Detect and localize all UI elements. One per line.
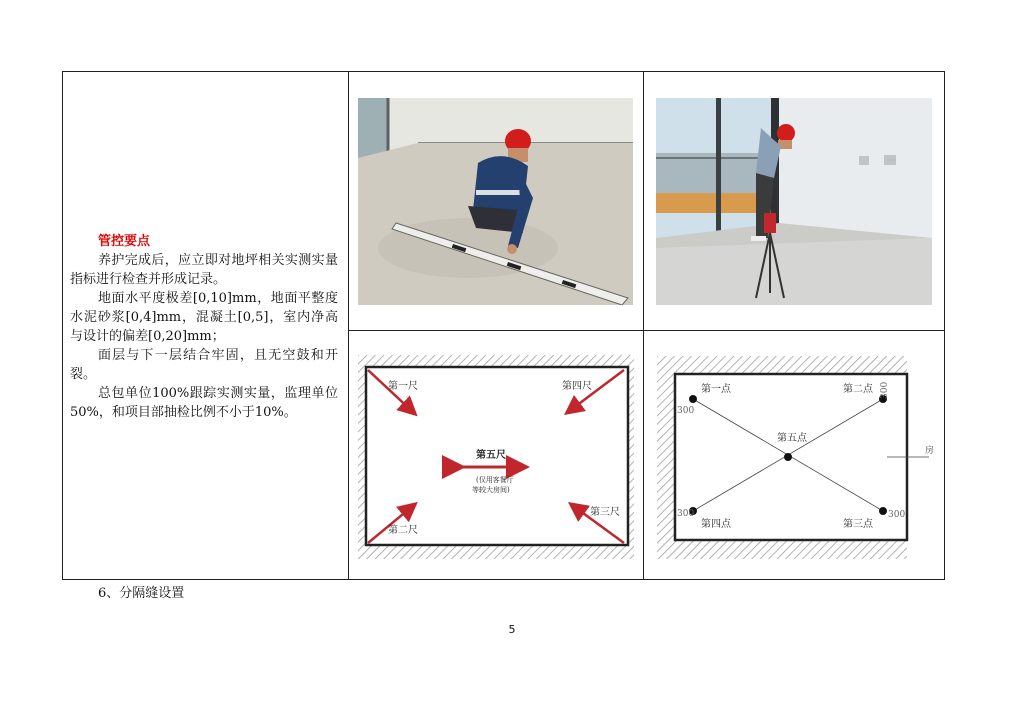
- point-label-4: 第四点: [701, 519, 731, 530]
- control-point-paragraph-4: 总包单位100%跟踪实测实量，监理单位50%，和项目部抽检比例不小于10%。: [70, 386, 338, 420]
- dimension-label-right-bottom: 300: [888, 510, 906, 520]
- measure-point-3: [879, 507, 887, 515]
- ruler-label-1: 第一尺: [388, 381, 418, 392]
- control-points-heading: 管控要点: [98, 234, 151, 249]
- point-label-3: 第三点: [843, 519, 873, 530]
- control-point-paragraph-1: 养护完成后，应立即对地坪相关实测实量指标进行检查并形成记录。: [70, 253, 338, 287]
- point-label-1: 第一点: [701, 384, 731, 395]
- table-divider-2: [643, 72, 644, 579]
- measure-point-1: [689, 395, 697, 403]
- ruler-note-line-2: 等较大房间): [472, 486, 510, 494]
- control-point-paragraph-3: 面层与下一层结合牢固，且无空鼓和开裂。: [70, 348, 338, 382]
- dimension-label-right-top: 300: [880, 381, 890, 399]
- room-side-label: 房: [925, 446, 935, 456]
- ruler-label-4: 第四尺: [562, 381, 592, 392]
- ruler-label-2: 第二尺: [388, 525, 418, 536]
- ruler-position-diagram: [358, 355, 634, 559]
- control-point-paragraph-2: 地面水平度极差[0,10]mm，地面平整度水泥砂浆[0,4]mm，混凝土[0,5]，室内净高与设计的偏差[0,20]mm；: [70, 291, 338, 344]
- photo-floor-measuring: [358, 98, 633, 305]
- page-number: 5: [508, 623, 516, 636]
- table-divider-1: [348, 72, 349, 579]
- ruler-label-3: 第三尺: [590, 507, 620, 518]
- ruler-label-5: 第五尺: [476, 450, 506, 461]
- ruler-note-line-1: (仅用客餐厅: [476, 476, 514, 484]
- dimension-label-left-bottom: 300: [677, 509, 695, 519]
- measure-point-5: [784, 453, 792, 461]
- point-label-5: 第五点: [777, 433, 807, 444]
- control-points-cell: [70, 232, 338, 422]
- point-label-2: 第二点: [843, 384, 873, 395]
- table-row-divider: [348, 330, 944, 331]
- dimension-label-left-top: 300: [677, 406, 695, 416]
- section-title: 6、分隔缝设置: [98, 586, 185, 601]
- photo-laser-level: [656, 98, 932, 305]
- measurement-point-diagram: [657, 356, 938, 559]
